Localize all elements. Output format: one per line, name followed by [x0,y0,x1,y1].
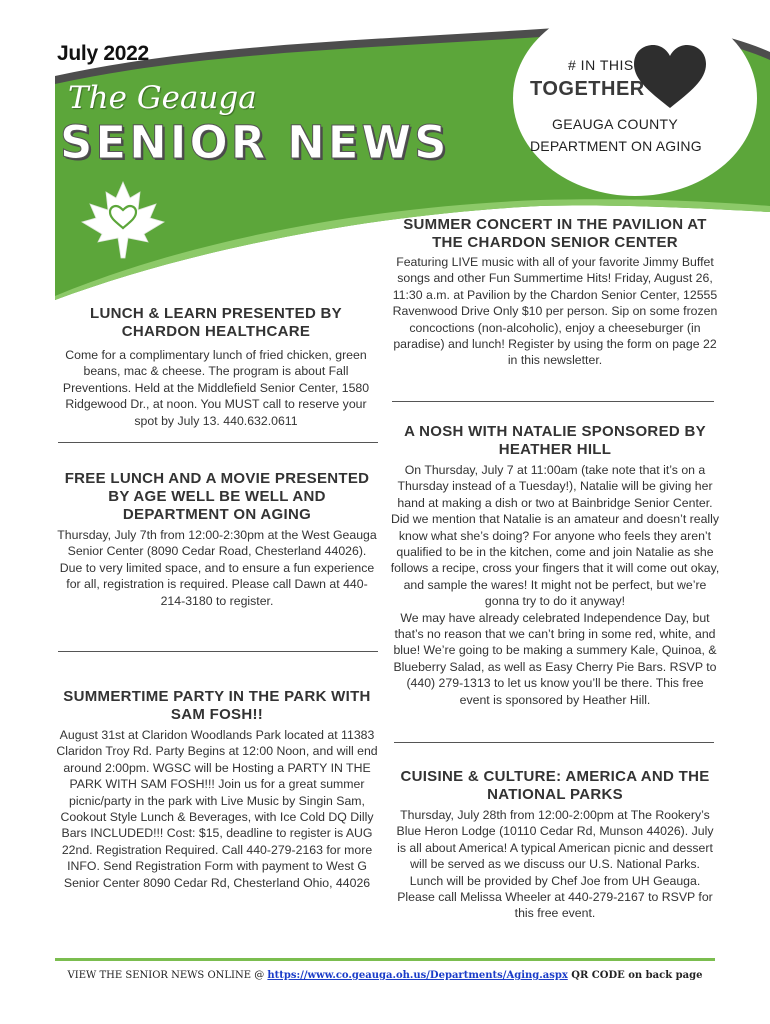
county-name: GEAUGA COUNTY [552,116,679,132]
title-script: The Geauga [68,80,257,116]
article-nosh-with-natalie [390,423,720,708]
article-summertime-party [56,688,378,891]
article-free-lunch-movie [56,470,378,609]
divider [58,442,378,443]
footer-prefix: VIEW THE SENIOR NEWS ONLINE @ [67,970,268,981]
article-body: Featuring LIVE music with all of your favorite Jimmy Buffet songs and other Fun Summertime Hits! Friday, August 26, 11:30 a.m. at Pavilion by the Chardon Senior Center, 12555 Ravenwood Drive Only $10 per person. Sip on some frozen concoctions (non-alcoholic), enjoy a cheeseburger (in paradise) and lunch! Register by using the form on page 22 in this newsletter. [392,255,718,368]
qr-code-note: QR CODE on back page [567,970,703,981]
hashtag-text: # IN THIS [568,57,634,73]
footer [55,970,715,981]
footer-rule [55,958,715,961]
website-link[interactable]: https://www.co.geauga.oh.us/Departments/Aging.aspx [267,970,568,981]
divider [58,651,378,652]
newsletter-title: SENIOR NEWS [60,116,450,169]
article-title: A NOSH WITH NATALIE SPONSORED BY HEATHER HILL [404,423,706,458]
article-body: Thursday, July 7th from 12:00-2:30pm at the West Geauga Senior Center (8090 Cedar Road, Chesterland 44026). Due to very limited space, and to ensure a fun experience for all, registration is required. Please call Dawn at 440-214-3180 to register. [57,528,377,608]
article-title: LUNCH & LEARN PRESENTED BY CHARDON HEALTHCARE [90,305,342,340]
department-name: DEPARTMENT ON AGING [530,138,702,154]
article-body: Thursday, July 28th from 12:00-2:00pm at The Rookery’s Blue Heron Lodge (10110 Cedar Rd, Munson 44026). July is all about America! A typical American picnic and dessert will be served as we discuss our U.S. National Parks. Lunch will be provided by Chef Joe from UH Geauga. Please call Melissa Wheeler at 440-279-2167 to RSVP for this free event. [396,808,714,921]
issue-month: July 2022 [57,42,149,65]
divider [392,401,714,402]
divider [394,742,714,743]
article-cuisine-culture [392,768,718,922]
together-text: TOGETHER [530,78,645,100]
heart-logo-icon [630,42,710,112]
article-title: FREE LUNCH AND A MOVIE PRESENTED BY AGE WELL BE WELL AND DEPARTMENT ON AGING [64,470,370,523]
article-title: CUISINE & CULTURE: AMERICA AND THE NATIONAL PARKS [400,768,710,803]
maple-leaf-heart-icon [78,178,168,262]
article-lunch-learn [56,305,376,429]
article-title: SUMMERTIME PARTY IN THE PARK WITH SAM FOSH!! [63,688,371,723]
article-body: August 31st at Claridon Woodlands Park located at 11383 Claridon Troy Rd. Party Begins at 12:00 Noon, and will end around 2:00pm. WGSC will be Hosting a PARTY IN THE PARK WITH SAM FOSH!!! Join us for a great summer picnic/party in the park with Live Music by Singin Sam, Cookout Style Lunch & Beverages, with Ice Cold DQ Dilly Bars INCLUDED!!! Cost: $15, deadline to register is AUG 22nd. Registration Required. Call 440-279-2163 for more INFO. Send Registration Form with payment to West G Senior Center 8090 Cedar Rd, Chesterland Ohio, 44026 [56,728,378,890]
article-body: Come for a complimentary lunch of fried chicken, green beans, mac & cheese. The program is about Fall Preventions. Held at the Middlefield Senior Center, 1580 Ridgewood Dr., at noon. You MUST call to reserve your spot by July 13. 440.632.0611 [62,348,370,428]
article-body-continued: We may have already celebrated Independence Day, but that’s no reason that we can’t bring in some red, white, and blue! We’re going to be making a summery Kale, Quinoa, & Blueberry Salad, as well as Easy Cherry Pie Bars. RSVP to (440) 279-1313 to let us know you’ll be there. This free event is sponsored by Heather Hill. [393,610,717,707]
article-title: SUMMER CONCERT IN THE PAVILION AT THE CHARDON SENIOR CENTER [403,216,707,251]
article-summer-concert [392,216,718,369]
article-body: On Thursday, July 7 at 11:00am (take note that it’s on a Thursday instead of a Tuesday!), Natalie will be giving her hand at making a dish or two at Bainbridge Senior Center. Did we mention that Natalie is an amateur and doesn’t really know what she’s doing? For anyone who feels they aren’t qualified to be in the kitchen, come and join Natalie as she follows a recipe, cross your fingers that it will come out okay, and sample the wares! It might not be perfect, but we’re gonna try to do it anyway! [390,463,720,609]
